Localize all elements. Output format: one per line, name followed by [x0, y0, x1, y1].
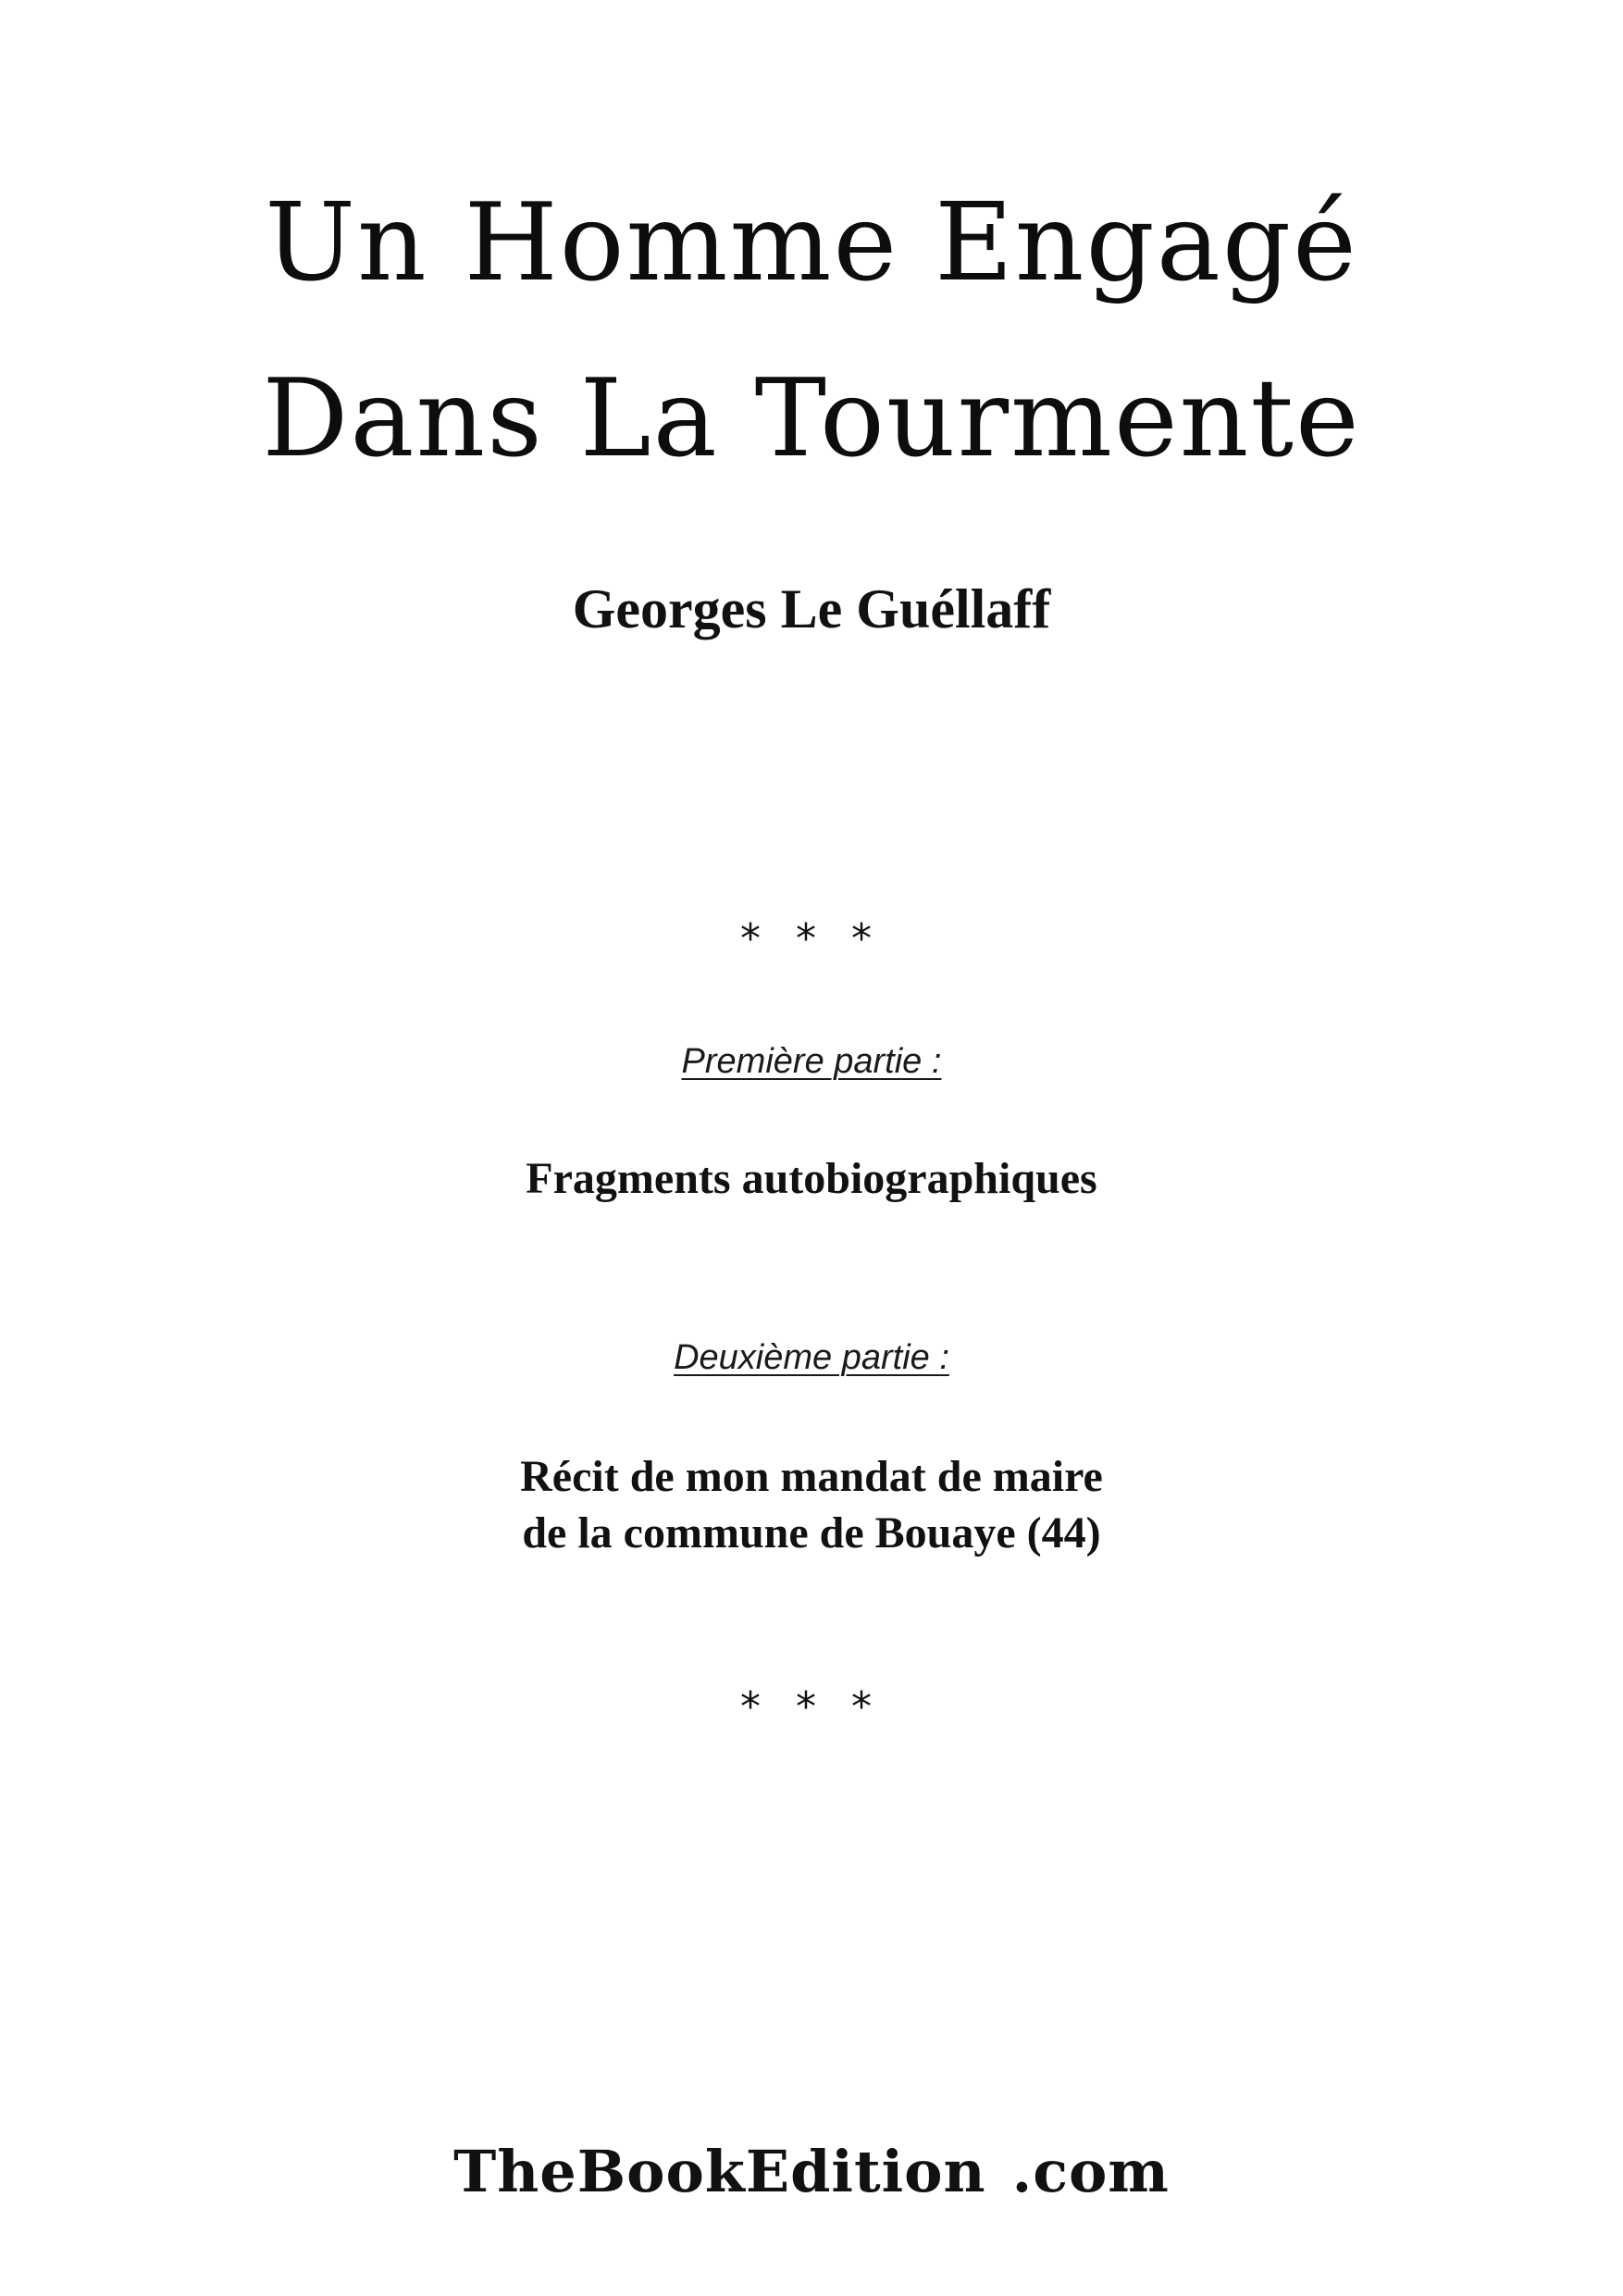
author-name: Georges Le Guéllaff [572, 578, 1051, 639]
book-title-line-1: Un Homme Engagé [265, 180, 1358, 305]
part-2-title-line-1: Récit de mon mandat de maire [520, 1452, 1103, 1501]
part-1-title: Fragments autobiographiques [526, 1154, 1097, 1203]
publisher-name: TheBookEdition [453, 2138, 986, 2205]
separator-bottom: * * * [740, 1683, 883, 1731]
part-2-label: Deuxième partie : [674, 1338, 949, 1377]
publisher-suffix: .com [1011, 2138, 1170, 2205]
part-2-title-line-2: de la commune de Bouaye (44) [522, 1508, 1101, 1558]
part-1-label: Première partie : [681, 1042, 942, 1081]
book-title-line-2: Dans La Tourmente [262, 356, 1361, 481]
publisher-logo [0, 2138, 1623, 2205]
separator-top: * * * [740, 915, 883, 962]
